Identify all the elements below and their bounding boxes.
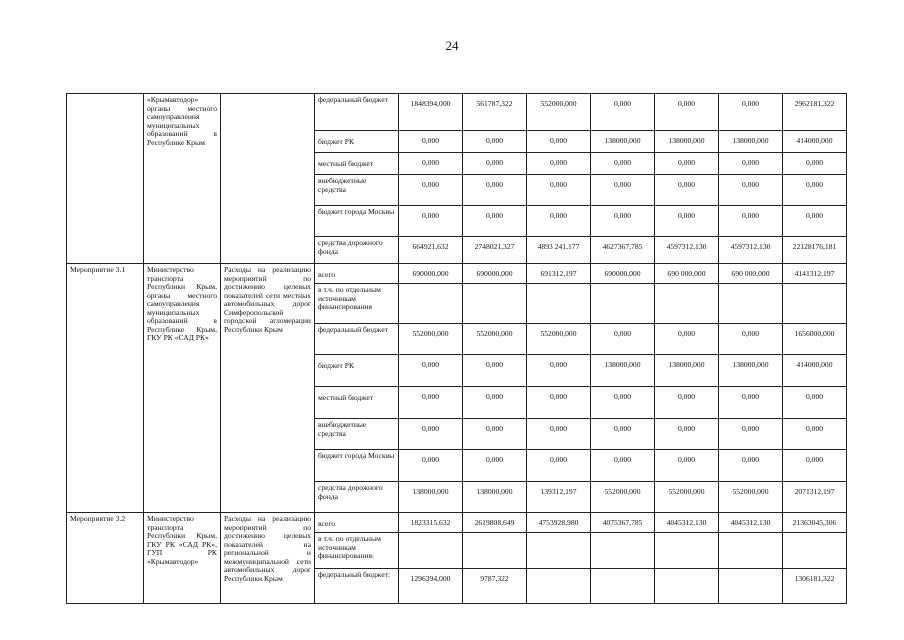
funding-source-cell: средства дорожного фонда <box>315 237 399 264</box>
amount-cell: 561787,322 <box>463 94 527 131</box>
amount-cell: 1306181,322 <box>783 569 847 604</box>
amount-cell: 552000,000 <box>463 324 527 355</box>
amount-cell: 2619808,649 <box>463 513 527 533</box>
amount-cell: 0,000 <box>591 387 655 419</box>
amount-cell: 0,000 <box>783 387 847 419</box>
funding-source-cell: в т.ч. по отдельным источникам финансирования <box>315 284 399 324</box>
amount-cell: 4045312,130 <box>719 513 783 533</box>
amount-cell: 664921,632 <box>399 237 463 264</box>
amount-cell: 0,000 <box>719 175 783 206</box>
amount-cell <box>783 284 847 324</box>
amount-cell: 552000,000 <box>527 94 591 131</box>
amount-cell: 22128176,181 <box>783 237 847 264</box>
amount-cell: 690000,000 <box>399 264 463 284</box>
funding-source-cell: всего <box>315 513 399 533</box>
amount-cell: 2748021,327 <box>463 237 527 264</box>
amount-cell: 0,000 <box>463 206 527 237</box>
funding-source-cell: внебюджетные средства <box>315 419 399 450</box>
event-cell: Мероприятие 3.1 <box>67 264 144 513</box>
amount-cell: 1656000,000 <box>783 324 847 355</box>
amount-cell: 4597312,130 <box>719 237 783 264</box>
amount-cell: 0,000 <box>719 324 783 355</box>
funding-source-cell: федеральный бюджет: <box>315 569 399 604</box>
funding-source-cell: всего <box>315 264 399 284</box>
amount-cell: 0,000 <box>783 206 847 237</box>
event-cell <box>67 94 144 264</box>
amount-cell: 4141312,197 <box>783 264 847 284</box>
amount-cell: 0,000 <box>655 387 719 419</box>
amount-cell: 0,000 <box>527 450 591 482</box>
table-row <box>67 94 847 131</box>
amount-cell: 0,000 <box>783 175 847 206</box>
amount-cell <box>719 533 783 569</box>
amount-cell: 4627367,785 <box>591 237 655 264</box>
amount-cell <box>655 569 719 604</box>
amount-cell: 1823315,632 <box>399 513 463 533</box>
page-number: 24 <box>445 38 459 53</box>
funding-source-cell: бюджет РК <box>315 355 399 387</box>
amount-cell: 138000,000 <box>719 355 783 387</box>
amount-cell: 552000,000 <box>591 482 655 513</box>
amount-cell: 690 000,000 <box>655 264 719 284</box>
amount-cell: 0,000 <box>655 153 719 175</box>
amount-cell: 0,000 <box>591 206 655 237</box>
amount-cell: 138000,000 <box>399 482 463 513</box>
amount-cell: 0,000 <box>399 153 463 175</box>
amount-cell: 0,000 <box>399 450 463 482</box>
amount-cell: 0,000 <box>399 131 463 153</box>
amount-cell: 0,000 <box>527 206 591 237</box>
amount-cell <box>463 533 527 569</box>
funding-source-cell: бюджет города Москвы <box>315 450 399 482</box>
amount-cell: 138000,000 <box>655 131 719 153</box>
amount-cell <box>527 569 591 604</box>
amount-cell: 552000,000 <box>655 482 719 513</box>
amount-cell: 0,000 <box>591 94 655 131</box>
amount-cell: 0,000 <box>719 387 783 419</box>
amount-cell: 0,000 <box>719 206 783 237</box>
amount-cell: 0,000 <box>719 153 783 175</box>
funding-source-cell: средства дорожного фонда <box>315 482 399 513</box>
amount-cell: 4075367,785 <box>591 513 655 533</box>
amount-cell: 0,000 <box>463 153 527 175</box>
amount-cell: 0,000 <box>399 175 463 206</box>
amount-cell: 414000,000 <box>783 355 847 387</box>
amount-cell: 4597312,130 <box>655 237 719 264</box>
amount-cell: 0,000 <box>719 94 783 131</box>
funding-source-cell: федеральный бюджет <box>315 94 399 131</box>
amount-cell: 0,000 <box>527 175 591 206</box>
funding-source-cell: бюджет города Москвы <box>315 206 399 237</box>
amount-cell: 690000,000 <box>591 264 655 284</box>
amount-cell <box>591 569 655 604</box>
amount-cell: 0,000 <box>655 175 719 206</box>
table-row <box>67 264 847 284</box>
amount-cell: 0,000 <box>399 206 463 237</box>
executor-cell: «Крымавтодор» органы местного самоуправления муниципальных образований в Республике Крым <box>144 94 221 264</box>
amount-cell: 4753928,980 <box>527 513 591 533</box>
amount-cell: 552000,000 <box>719 482 783 513</box>
amount-cell: 0,000 <box>463 419 527 450</box>
amount-cell <box>655 533 719 569</box>
amount-cell: 0,000 <box>783 419 847 450</box>
amount-cell <box>591 284 655 324</box>
amount-cell: 0,000 <box>783 450 847 482</box>
amount-cell <box>719 569 783 604</box>
amount-cell: 4045312,130 <box>655 513 719 533</box>
executor-cell: Министерство транспорта Республики Крым, органы местного самоуправления муниципальных образований в Республике Крым, ГКУ РК «САД РК» <box>144 264 221 513</box>
amount-cell: 691312,197 <box>527 264 591 284</box>
amount-cell <box>655 284 719 324</box>
funding-source-cell: бюджет РК <box>315 131 399 153</box>
measure-name-cell: Расходы на реализацию мероприятий по достижению целевых показателей сети местных автомобильных дорог Симферопольской городской агломерации Республики Крым <box>221 264 315 513</box>
amount-cell: 0,000 <box>527 419 591 450</box>
amount-cell <box>783 533 847 569</box>
executor-cell: Министерство транспорта Республики Крым, ГКУ РК «САД РК», ГУП РК «Крымавтодор» <box>144 513 221 604</box>
amount-cell <box>463 284 527 324</box>
amount-cell: 0,000 <box>655 450 719 482</box>
amount-cell <box>591 533 655 569</box>
funding-source-cell: местный бюджет <box>315 387 399 419</box>
amount-cell: 0,000 <box>591 419 655 450</box>
amount-cell: 552000,000 <box>527 324 591 355</box>
amount-cell: 0,000 <box>591 324 655 355</box>
amount-cell: 139312,197 <box>527 482 591 513</box>
amount-cell <box>527 284 591 324</box>
amount-cell: 138000,000 <box>719 131 783 153</box>
measure-name-cell: Расходы на реализацию мероприятий по достижению целевых показателей на региональной и межмуниципальной сети автомобильных дорог Республики Крым <box>221 513 315 604</box>
amount-cell: 0,000 <box>783 153 847 175</box>
amount-cell: 0,000 <box>463 355 527 387</box>
amount-cell: 0,000 <box>399 387 463 419</box>
amount-cell: 690 000,000 <box>719 264 783 284</box>
amount-cell: 138000,000 <box>591 355 655 387</box>
amount-cell: 0,000 <box>591 175 655 206</box>
amount-cell: 0,000 <box>399 419 463 450</box>
amount-cell: 0,000 <box>527 387 591 419</box>
amount-cell: 9787,322 <box>463 569 527 604</box>
amount-cell: 0,000 <box>527 355 591 387</box>
amount-cell <box>527 533 591 569</box>
amount-cell: 0,000 <box>655 206 719 237</box>
amount-cell <box>399 284 463 324</box>
amount-cell: 0,000 <box>527 131 591 153</box>
amount-cell: 21363045,306 <box>783 513 847 533</box>
amount-cell: 0,000 <box>591 450 655 482</box>
amount-cell <box>399 533 463 569</box>
amount-cell: 0,000 <box>463 131 527 153</box>
amount-cell: 0,000 <box>463 450 527 482</box>
amount-cell: 0,000 <box>463 387 527 419</box>
budget-table <box>66 93 847 604</box>
amount-cell: 414000,000 <box>783 131 847 153</box>
amount-cell <box>719 284 783 324</box>
amount-cell: 1848394,000 <box>399 94 463 131</box>
amount-cell: 2962181,322 <box>783 94 847 131</box>
amount-cell: 4893 241,177 <box>527 237 591 264</box>
amount-cell: 552000,000 <box>399 324 463 355</box>
funding-source-cell: федеральный бюджет <box>315 324 399 355</box>
funding-source-cell: внебюджетные средства <box>315 175 399 206</box>
amount-cell: 0,000 <box>591 153 655 175</box>
amount-cell: 0,000 <box>655 419 719 450</box>
amount-cell: 0,000 <box>655 324 719 355</box>
amount-cell: 0,000 <box>527 153 591 175</box>
amount-cell: 2071312,197 <box>783 482 847 513</box>
funding-source-cell: местный бюджет <box>315 153 399 175</box>
amount-cell: 690000,000 <box>463 264 527 284</box>
amount-cell: 1296394,000 <box>399 569 463 604</box>
funding-source-cell: в т.ч. по отдельным источникам финансирования: <box>315 533 399 569</box>
measure-name-cell <box>221 94 315 264</box>
amount-cell: 138000,000 <box>463 482 527 513</box>
amount-cell: 138000,000 <box>655 355 719 387</box>
amount-cell: 0,000 <box>399 355 463 387</box>
amount-cell: 0,000 <box>655 94 719 131</box>
amount-cell: 138000,000 <box>591 131 655 153</box>
table-row <box>67 513 847 533</box>
amount-cell: 0,000 <box>719 450 783 482</box>
amount-cell: 0,000 <box>719 419 783 450</box>
event-cell: Мероприятие 3.2 <box>67 513 144 604</box>
amount-cell: 0,000 <box>463 175 527 206</box>
